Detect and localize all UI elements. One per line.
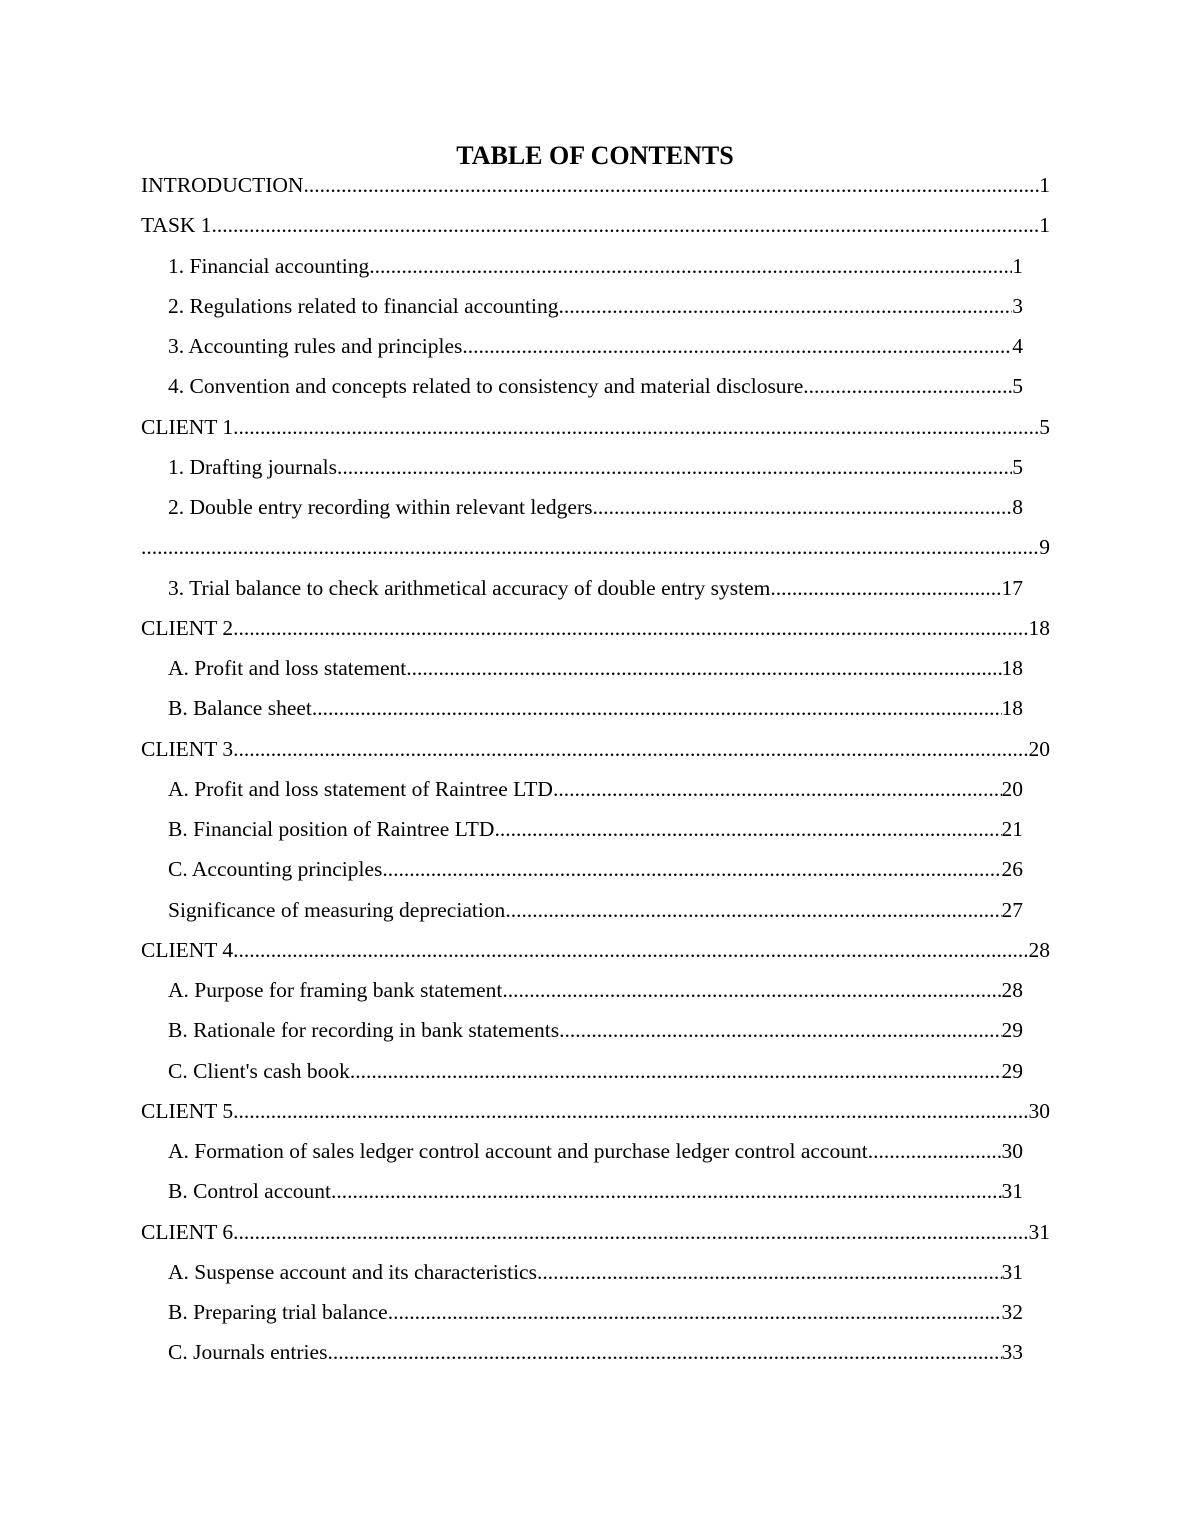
toc-entry[interactable] <box>141 532 1050 562</box>
toc-dot-leader <box>233 1217 1028 1247</box>
toc-entry-label: 4. Convention and concepts related to consistency and material disclosure <box>168 374 804 399</box>
toc-entry-page-number: 28 <box>1001 978 1023 1002</box>
toc-entry[interactable] <box>168 1297 1023 1327</box>
toc-dot-leader <box>233 734 1028 764</box>
toc-entry-page-number: 1 <box>1039 173 1050 197</box>
toc-entry-label: CLIENT 1 <box>141 414 234 439</box>
toc-dot-leader <box>350 1056 1002 1086</box>
toc-dot-leader <box>369 251 1012 281</box>
toc-entry-label: A. Purpose for framing bank statement <box>168 978 503 1002</box>
toc-dot-leader <box>388 1297 1002 1327</box>
toc-dot-leader <box>233 1096 1028 1126</box>
toc-entry[interactable] <box>168 1136 1023 1166</box>
toc-entry[interactable] <box>168 1015 1023 1045</box>
toc-entry[interactable] <box>141 935 1050 965</box>
toc-dot-leader <box>559 1015 1001 1045</box>
toc-entry-page-number: 31 <box>1001 1179 1023 1204</box>
toc-entry[interactable] <box>168 1337 1023 1367</box>
toc-entry-page-number: 33 <box>1001 1340 1023 1365</box>
toc-dot-leader <box>233 935 1028 965</box>
toc-entry-page-number: 31 <box>1001 1259 1023 1284</box>
toc-dot-leader <box>505 895 1001 925</box>
toc-entry[interactable] <box>141 1217 1050 1247</box>
toc-entry-label: A. Profit and loss statement <box>168 656 407 680</box>
toc-entry-label: B. Rationale for recording in bank statements <box>168 1018 560 1043</box>
toc-entry-page-number: 30 <box>1028 1098 1050 1123</box>
toc-entry[interactable] <box>168 1257 1023 1287</box>
toc-entry[interactable] <box>168 693 1023 723</box>
toc-dot-leader <box>502 975 1001 1005</box>
toc-entry-page-number: 1 <box>1039 213 1050 238</box>
toc-entry[interactable] <box>141 1096 1050 1126</box>
toc-entry-page-number: 18 <box>1028 615 1050 640</box>
toc-entry-label: B. Balance sheet <box>168 696 312 721</box>
toc-entry[interactable] <box>168 1056 1023 1086</box>
toc-dot-leader <box>537 1257 1002 1287</box>
toc-entry[interactable] <box>168 291 1023 321</box>
toc-entry-page-number: 30 <box>1001 1139 1023 1163</box>
toc-dot-leader <box>141 532 1039 562</box>
toc-entry-page-number: 31 <box>1028 1219 1050 1244</box>
toc-entry-page-number: 5 <box>1012 454 1023 479</box>
toc-entry-label: Significance of measuring depreciation <box>168 897 506 922</box>
toc-entry-label: A. Profit and loss statement of Raintree LTD <box>168 776 553 801</box>
toc-dot-leader <box>327 1337 1001 1367</box>
toc-entry-page-number: 21 <box>1001 817 1023 841</box>
toc-entry-label: 2. Double entry recording within relevant ledgers <box>168 495 593 519</box>
toc-entry-label: A. Suspense account and its characteristics <box>168 1259 537 1284</box>
toc-entry[interactable] <box>141 412 1050 442</box>
toc-entry-page-number: 26 <box>1001 857 1023 882</box>
toc-entry-page-number: 18 <box>1001 656 1023 680</box>
toc-entry[interactable] <box>168 814 1023 844</box>
toc-entry-label: CLIENT 5 <box>141 1098 234 1123</box>
toc-entry[interactable] <box>141 210 1050 240</box>
toc-entry-label: 1. Drafting journals <box>168 454 337 479</box>
toc-entry-page-number: 28 <box>1028 937 1050 962</box>
toc-entry-page-number: 32 <box>1001 1300 1023 1324</box>
toc-dot-leader <box>770 573 1001 603</box>
toc-entry-label: B. Financial position of Raintree LTD <box>168 817 495 841</box>
toc-entry-page-number: 29 <box>1001 1018 1023 1043</box>
toc-dot-leader <box>558 291 1012 321</box>
toc-entry[interactable] <box>168 251 1023 281</box>
toc-dot-leader <box>233 613 1028 643</box>
toc-dot-leader <box>553 774 1002 804</box>
toc-dot-leader <box>212 210 1040 240</box>
toc-entry[interactable] <box>168 653 1023 683</box>
toc-dot-leader <box>593 492 1013 522</box>
toc-entry[interactable] <box>168 492 1023 522</box>
toc-entry-label: 3. Accounting rules and principles <box>168 334 463 358</box>
toc-entry-page-number: 5 <box>1039 414 1050 439</box>
toc-dot-leader <box>494 814 1001 844</box>
toc-entry[interactable] <box>141 734 1050 764</box>
toc-entry[interactable] <box>168 452 1023 482</box>
toc-entry-label: CLIENT 2 <box>141 615 234 640</box>
toc-entry[interactable] <box>168 975 1023 1005</box>
page-title: TABLE OF CONTENTS <box>456 141 734 170</box>
toc-entry-page-number: 5 <box>1012 374 1023 399</box>
toc-entry[interactable] <box>141 170 1050 200</box>
toc-entry-page-number: 17 <box>1001 575 1023 600</box>
toc-entry-page-number: 1 <box>1012 253 1023 278</box>
toc-entry-page-number: 8 <box>1012 495 1023 519</box>
toc-entry-label: A. Formation of sales ledger control account and purchase ledger control account <box>168 1139 868 1163</box>
toc-dot-leader <box>303 170 1039 200</box>
toc-entry[interactable] <box>168 1176 1023 1206</box>
toc-entry-label: B. Preparing trial balance <box>168 1300 388 1324</box>
toc-dot-leader <box>462 331 1012 361</box>
toc-entry-page-number: 18 <box>1001 696 1023 721</box>
toc-entry-page-number: 27 <box>1001 897 1023 922</box>
toc-entry-page-number: 9 <box>1039 535 1050 560</box>
toc-entry-page-number: 20 <box>1001 776 1023 801</box>
toc-dot-leader <box>382 854 1001 884</box>
toc-entry-label: 1. Financial accounting <box>168 253 370 278</box>
toc-dot-leader <box>868 1136 1002 1166</box>
toc-entry-label: C. Client's cash book <box>168 1058 350 1083</box>
toc-dot-leader <box>337 452 1012 482</box>
toc-entry-page-number: 4 <box>1012 334 1023 358</box>
toc-entry-label: CLIENT 4 <box>141 937 234 962</box>
toc-entry[interactable] <box>168 774 1023 804</box>
toc-dot-leader <box>233 412 1039 442</box>
toc-entry-label: TASK 1 <box>141 213 212 238</box>
toc-dot-leader <box>803 371 1012 401</box>
toc-entry-page-number: 20 <box>1028 736 1050 761</box>
toc-dot-leader <box>312 693 1002 723</box>
toc-entry-label: 2. Regulations related to financial accounting <box>168 293 559 318</box>
toc-entry-page-number: 29 <box>1001 1058 1023 1083</box>
toc-entry-label: CLIENT 6 <box>141 1219 234 1244</box>
toc-entry-page-number: 3 <box>1012 293 1023 318</box>
toc-entry-label: C. Accounting principles <box>168 857 383 882</box>
toc-entry[interactable] <box>168 895 1023 925</box>
toc-dot-leader <box>331 1176 1001 1206</box>
toc-entry[interactable] <box>168 331 1023 361</box>
toc-entry[interactable] <box>168 371 1023 401</box>
toc-entry-label: B. Control account <box>168 1179 332 1204</box>
toc-entry-label: INTRODUCTION <box>141 173 304 197</box>
toc-entry[interactable] <box>141 613 1050 643</box>
toc-entry-label: 3. Trial balance to check arithmetical accuracy of double entry system <box>168 575 771 600</box>
toc-entry-label: C. Journals entries <box>168 1340 328 1365</box>
toc-entry[interactable] <box>168 854 1023 884</box>
toc-entry-label: CLIENT 3 <box>141 736 234 761</box>
toc-dot-leader <box>406 653 1001 683</box>
toc-entry[interactable] <box>168 573 1023 603</box>
